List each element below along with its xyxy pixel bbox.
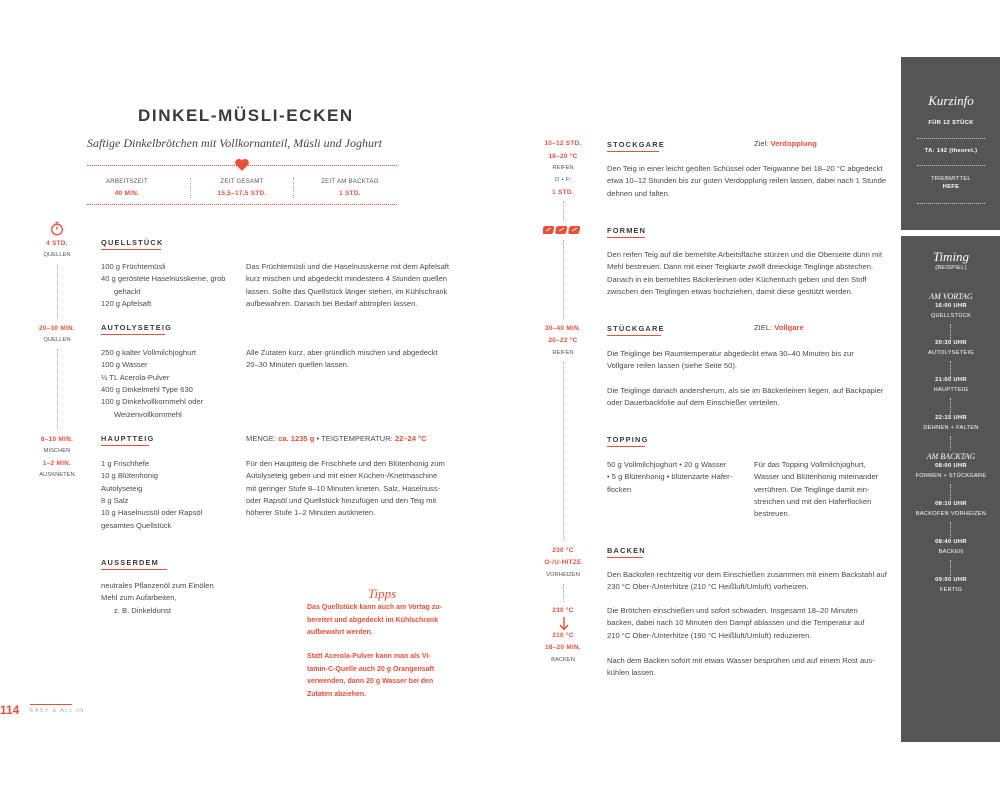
section-heading-stueckgare: STÜCKGARE xyxy=(607,324,665,333)
timing-step-3: HAUPTTEIG xyxy=(933,387,969,393)
section-heading-hauptteig: HAUPTTEIG xyxy=(101,434,155,443)
heading-underline xyxy=(101,334,165,335)
side-label-stockgare: REIFEN xyxy=(552,165,574,171)
side-time-stueckgare-1: 30–40 MIN. xyxy=(544,325,582,332)
instruction-line: aufbewahren. Danach bei Bedarf abtropfen lassen. xyxy=(246,298,418,308)
tip-line: Zutaten abziehen. xyxy=(307,690,367,698)
time-label-backtag: ZEIT AM BACKTAG xyxy=(321,179,379,185)
book-title: EASY & ALL IN xyxy=(30,708,85,714)
side-label-auskneten: AUSKNETEN xyxy=(39,472,75,478)
ingredient: 10 g Haselnussöl oder Rapsöl xyxy=(101,508,203,518)
side-time-backen-5: 18–20 MIN. xyxy=(544,644,582,651)
ingredients-topping xyxy=(607,459,747,499)
temp-value: 22–24 °C xyxy=(394,434,427,443)
section-heading-quellstueck: QUELLSTÜCK xyxy=(101,238,164,247)
broetchen-icon xyxy=(543,224,583,237)
instruction-line: kurz mischen und abgedeckt mindestens 4 Stunden quellen xyxy=(246,274,447,284)
heading-underline xyxy=(101,249,161,250)
instruction-line: Mehl bestreuen. Dann mit einer Teigkarte zwölf dreieckige Teiglinge abstechen. xyxy=(607,262,874,272)
side-time-mischen: 8–10 MIN. xyxy=(40,436,74,443)
side-value-df: 1 STD. xyxy=(552,189,574,196)
section-heading-backen: BACKEN xyxy=(607,546,646,555)
side-label-quellstueck: QUELLEN xyxy=(43,252,71,258)
ingredient: 1 g Frischhefe xyxy=(101,459,150,468)
stueckgare-goal xyxy=(754,323,804,332)
timer-icon xyxy=(50,221,64,236)
side-label-df: D + F: xyxy=(555,177,571,183)
side-time-auskneten: 1–2 MIN. xyxy=(42,460,72,467)
instruction-line: 210 °C Ober-/Unterhitze (190 °C Heißluft/Umluft) reduzieren. xyxy=(607,630,812,640)
tip-line: bereitet und abgedeckt im Kühlschrank xyxy=(307,616,439,624)
ingredients-autolyse xyxy=(101,347,241,423)
panel-dots xyxy=(917,203,985,204)
side-time-backen-4: 210 °C xyxy=(552,632,574,639)
instruction-line: zwischen den Teiglingen etwas hochziehen, damit diese gestützt werden. xyxy=(607,286,853,296)
instructions-stockgare xyxy=(607,163,892,203)
tip-line: Das Quellstück kann auch am Vortag zu- xyxy=(307,604,442,611)
ingredient: 50 g Vollmilchjoghurt • 20 g Wasser xyxy=(607,460,727,469)
heading-underline xyxy=(607,446,645,447)
side-label-autolyse: QUELLEN xyxy=(43,337,71,343)
instructions-backen-3 xyxy=(607,655,892,681)
hauptteig-meta xyxy=(246,434,427,443)
ingredient: 100 g Wasser xyxy=(101,360,148,370)
timing-time-4: 22:15 UHR xyxy=(935,415,967,421)
instruction-line: etwa 10–12 Stunden bis zur guten Verdopplung reifen lassen, dabei nach 1 Stunde xyxy=(607,176,887,186)
kurzinfo-agent-label: TRIEBMITTEL xyxy=(931,176,971,182)
timing-day-1: AM VORTAG xyxy=(929,292,973,301)
recipe-subtitle: Saftige Dinkelbrötchen mit Vollkornanteil, Müsli und Joghurt xyxy=(87,136,382,150)
ingredient: 8 g Salz xyxy=(101,495,129,505)
panel-vdots xyxy=(950,560,951,576)
timing-sub: (BEISPIEL) xyxy=(935,265,967,271)
instruction-line: Nach dem Backen sofort mit etwas Wasser besprühen und auf einem Rost aus- xyxy=(607,656,875,665)
instruction-line: Den reifen Teig auf die bemehlte Arbeitsfläche stürzen und die Oberseite dünn mit xyxy=(607,250,883,259)
section-heading-autolyse: AUTOLYSETEIG xyxy=(101,323,173,332)
tip-line: tamin-C-Quelle auch 20 g Orangensaft xyxy=(307,665,435,673)
side-time-stockgare-1: 10–12 STD. xyxy=(544,140,582,147)
ingredient: • 5 g Blütenhonig • blütenzarte Hafer- xyxy=(607,472,733,482)
time-value-arbeitszeit: 40 MIN. xyxy=(114,190,140,197)
heading-underline xyxy=(101,569,167,570)
arrow-down-icon xyxy=(559,617,569,631)
instructions-hauptteig xyxy=(246,458,476,522)
timing-time-2: 20:30 UHR xyxy=(935,340,967,346)
instructions-stueckgare-1 xyxy=(607,348,892,374)
instruction-line: 20–30 Minuten quellen lassen. xyxy=(246,360,350,370)
heading-underline xyxy=(607,557,643,558)
timing-panel xyxy=(901,236,1000,742)
panel-vdots xyxy=(950,361,951,377)
tip-2 xyxy=(307,651,477,701)
ingredient: 400 g Dinkelmehl Type 630 xyxy=(101,384,193,394)
timing-time-5: 08:00 UHR xyxy=(935,463,967,469)
instruction-line: oder Dauerbackfolie auf dem Einschießer verteilen. xyxy=(607,398,780,408)
panel-vdots xyxy=(950,324,951,340)
panel-vdots xyxy=(950,436,951,450)
page-number: 114 xyxy=(0,703,20,717)
instruction-line: Wasser und Blütenhonig miteinander xyxy=(754,472,879,482)
ingredient: z. B. Dinkeldunst xyxy=(114,605,171,615)
ingredients-ausserdem xyxy=(101,580,251,620)
timeline-dots xyxy=(563,240,564,320)
instruction-line: Für den Hauptteig die Frischhefe und den Blütenhonig zum xyxy=(246,459,445,468)
kurzinfo-panel xyxy=(901,57,1000,230)
timing-time-8: 09:00 UHR xyxy=(935,577,967,583)
time-value-backtag: 1 STD. xyxy=(339,190,361,197)
ingredient: 100 g Dinkelvollkornmehl oder xyxy=(101,397,204,407)
timing-step-6: BACKOFEN VORHEIZEN xyxy=(915,511,987,517)
kurzinfo-ta: TA: 142 (theoret.) xyxy=(924,148,978,154)
goal-value: Vollgare xyxy=(774,323,804,332)
timing-time-6: 08:10 UHR xyxy=(935,501,967,507)
timeline-dots xyxy=(57,349,58,429)
side-time-backen-3: 230 °C xyxy=(552,607,574,614)
timing-step-1: QUELLSTÜCK xyxy=(930,313,972,319)
tip-line: Statt Acerola-Pulver kann man als Vi- xyxy=(307,653,431,660)
heading-underline xyxy=(607,237,645,238)
instruction-line: Für das Topping Vollmilchjoghurt, xyxy=(754,460,866,469)
kurzinfo-agent-value: HEFE xyxy=(942,184,960,190)
instruction-line: Die Teiglinge bei Raumtemperatur abgedeckt etwa 30–40 Minuten bis zur xyxy=(607,349,854,358)
timing-time-3: 21:00 UHR xyxy=(935,377,967,383)
heart-icon xyxy=(234,158,250,172)
instruction-line: bestreuen. xyxy=(754,509,790,519)
time-separator xyxy=(190,178,191,198)
side-label-backen: BACKEN xyxy=(551,657,575,663)
side-time-quellstueck: 4 STD. xyxy=(46,240,68,247)
instruction-line: Das Früchtemüsli und die Haselnusskerne mit dem Apfelsaft xyxy=(246,262,450,271)
instruction-line: Alle Zutaten kurz, aber gründlich mischen und abgedeckt xyxy=(246,348,438,357)
instruction-line: verrühren. Die Teiglinge damit ein- xyxy=(754,484,870,494)
tip-line: aufbewahrt werden. xyxy=(307,629,373,636)
kurzinfo-heading: Kurzinfo xyxy=(928,93,974,108)
tip-line: verwenden, dann 20 g Wasser bei den xyxy=(307,678,434,685)
timing-day-2: AM BACKTAG xyxy=(926,452,976,461)
ingredient: 100 g Früchtemüsli xyxy=(101,262,166,271)
side-time-stueckgare-2: 20–22 °C xyxy=(548,337,578,344)
timeline-dots xyxy=(563,362,564,540)
panel-vdots xyxy=(950,522,951,538)
timing-time-1: 16:00 UHR xyxy=(935,303,967,309)
instruction-line: streichen und mit den Haferflocken xyxy=(754,496,872,506)
instructions-backen-2 xyxy=(607,605,892,645)
menge-label: MENGE: xyxy=(246,434,276,443)
instruction-line: lassen. Sollte das Quellstück länger stehen, im Kühlschrank xyxy=(246,286,448,296)
footer-rule xyxy=(30,704,72,705)
timeline-dots xyxy=(563,584,564,602)
ingredient: gesamtes Quellstück xyxy=(101,520,172,530)
time-label-arbeitszeit: ARBEITSZEIT xyxy=(106,179,148,185)
ingredient: neutrales Pflanzenöl zum Einölen xyxy=(101,581,214,590)
timing-step-4: DEHNEN + FALTEN xyxy=(923,425,979,431)
goal-label: Ziel: xyxy=(754,139,769,148)
ingredient: Weizenvollkornmehl xyxy=(114,409,182,419)
panel-vdots xyxy=(950,398,951,414)
time-label-gesamt: ZEIT GESAMT xyxy=(220,179,264,185)
instruction-line: Die Teiglinge danach andersherum, als sie im Bäckerleinen liegen, auf Backpapier xyxy=(607,386,884,395)
recipe-title: DINKEL-MÜSLI-ECKEN xyxy=(138,106,354,125)
instruction-line: backen, dabei nach 10 Minuten den Dampf ablassen und die Temperatur auf xyxy=(607,618,865,628)
side-time-backen-1: 230 °C xyxy=(552,547,574,554)
kurzinfo-yield: FÜR 12 STÜCK xyxy=(928,120,974,126)
tip-1 xyxy=(307,602,477,640)
goal-value: Verdopplung xyxy=(770,139,817,148)
time-value-gesamt: 15,5–17,5 STD. xyxy=(217,190,267,197)
ingredient: gehackt xyxy=(114,286,141,296)
instruction-line: Autolyseteig geben und mit einer Küchen-/Knetmaschine xyxy=(246,471,438,481)
section-heading-topping: TOPPING xyxy=(607,435,649,444)
panel-dots xyxy=(917,138,985,139)
timing-heading: Timing xyxy=(932,249,970,264)
instructions-stueckgare-2 xyxy=(607,385,892,411)
ingredient: 250 g kalter Vollmilchjoghurt xyxy=(101,348,196,357)
goal-label: ZIEL: xyxy=(754,323,773,332)
heading-underline xyxy=(101,445,149,446)
instruction-line: höherer Stufe 1–2 Minuten auskneten. xyxy=(246,508,376,518)
side-label-stueckgare: REIFEN xyxy=(552,350,574,356)
ingredient: Autolyseteig xyxy=(101,483,143,493)
ingredient: 120 g Apfelsaft xyxy=(101,298,152,308)
time-separator xyxy=(293,178,294,198)
stockgare-goal xyxy=(754,139,817,148)
timing-time-7: 08:40 UHR xyxy=(935,539,967,545)
instruction-line: mit geringer Stufe 8–10 Minuten kneten. Salz, Haselnuss- xyxy=(246,483,441,493)
side-time-autolyse: 20–30 MIN. xyxy=(38,325,76,332)
instructions-backen-1 xyxy=(607,569,892,595)
instruction-line: oder Rapsöl und Quellstück hinzufügen und den Teig mit xyxy=(246,495,437,505)
timing-step-2: AUTOLYSETEIG xyxy=(928,350,974,356)
heading-underline xyxy=(607,151,659,152)
timeline-dots xyxy=(563,201,564,221)
instructions-autolyse xyxy=(246,347,476,373)
instruction-line: Vollgare reifen lassen (siehe Seite 50). xyxy=(607,361,738,371)
instruction-line: 230 °C Ober-/Unterhitze (210 °C Heißluft/Umluft) vorheizen. xyxy=(607,582,809,592)
side-label-mischen: MISCHEN xyxy=(43,448,71,454)
instruction-line: Den Teig in einer leicht geölten Schüssel oder Teigwanne bei 18–20 °C abgedeckt xyxy=(607,164,883,173)
instruction-line: Die Brötchen einschießen und sofort schwaden. Insgesamt 18–20 Minuten xyxy=(607,606,858,615)
ingredients-hauptteig xyxy=(101,458,241,534)
menge-value: ca. 1235 g xyxy=(278,434,315,443)
timeline-dots xyxy=(57,264,58,319)
ingredient: 10 g Blütenhonig xyxy=(101,471,159,481)
section-heading-formen: FORMEN xyxy=(607,226,647,235)
instructions-quellstueck xyxy=(246,261,476,313)
instructions-topping xyxy=(754,459,894,523)
instructions-formen xyxy=(607,249,892,301)
side-time-stockgare-2: 18–20 °C xyxy=(548,153,578,160)
timing-step-8: FERTIG xyxy=(939,587,963,593)
panel-dots xyxy=(917,165,985,166)
ingredient: ½ TL Acerola-Pulver xyxy=(101,372,170,382)
instruction-line: Danach in ein bemehltes Bäckerleinen oder Küchentuch geben und den Stoff xyxy=(607,274,867,284)
section-heading-ausserdem: AUSSERDEM xyxy=(101,558,160,567)
instruction-line: Den Backofen rechtzeitig vor dem Einschießen zusammen mit einem Backstahl auf xyxy=(607,570,887,579)
side-label-vorheizen: VORHEIZEN xyxy=(546,572,580,578)
ingredient: flocken xyxy=(607,484,632,494)
instruction-line: kühlen lassen. xyxy=(607,668,656,678)
side-time-backen-2: O-/U-HITZE xyxy=(544,559,582,566)
section-heading-stockgare: STOCKGARE xyxy=(607,140,665,149)
instruction-line: dehnen und falten. xyxy=(607,188,670,198)
divider-bottom xyxy=(87,204,397,205)
tipps-heading: Tipps xyxy=(368,586,397,601)
timing-step-7: BACKEN xyxy=(938,549,964,555)
heading-underline xyxy=(607,335,661,336)
panel-vdots xyxy=(950,484,951,500)
timing-step-5: FORMEN + STÜCKGARE xyxy=(915,473,987,479)
ingredient: Mehl zum Aufarbeiten, xyxy=(101,593,177,603)
ingredient: 40 g geröstete Haselnusskerne, grob xyxy=(101,274,226,284)
ingredients-quellstueck xyxy=(101,261,241,313)
temp-label: • TEIGTEMPERATUR: xyxy=(316,434,393,443)
